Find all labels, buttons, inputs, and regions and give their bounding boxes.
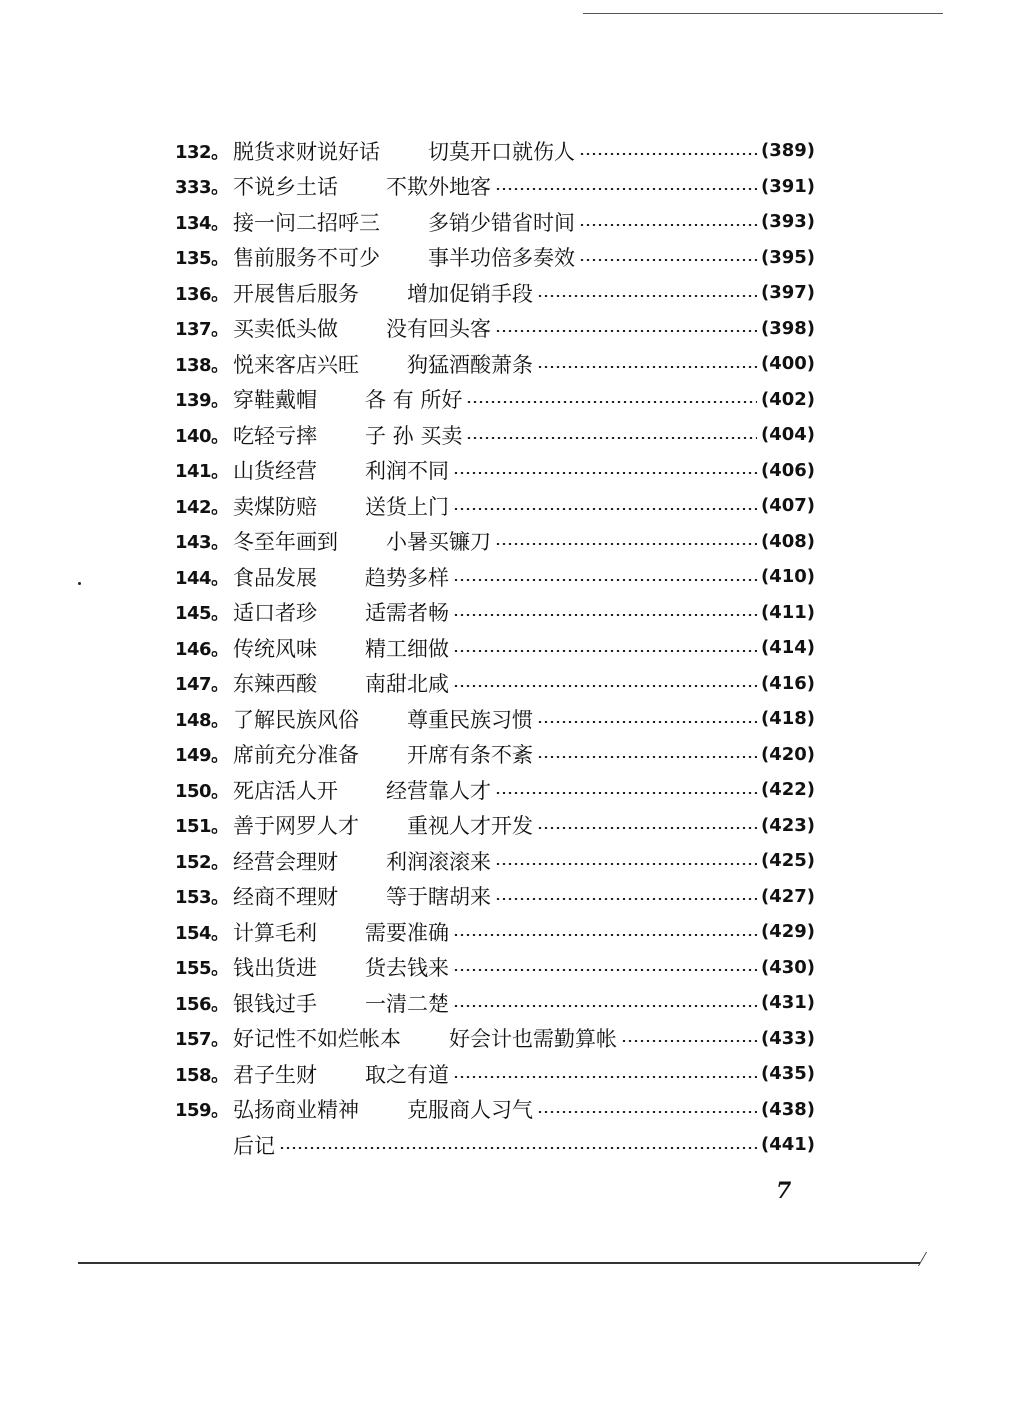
entry-number: 132。 bbox=[175, 141, 229, 163]
entry-title-first: 悦来客店兴旺 bbox=[233, 352, 359, 377]
toc-entry bbox=[175, 240, 815, 276]
entry-title-second: 增加促销手段 bbox=[407, 281, 533, 306]
entry-page: (391) bbox=[760, 175, 815, 197]
dot-leader bbox=[453, 614, 757, 616]
toc-entry bbox=[175, 133, 815, 169]
entry-title-first: 开展售后服务 bbox=[233, 281, 359, 306]
entry-title-second: 取之有道 bbox=[365, 1062, 449, 1087]
entry-page: (389) bbox=[760, 140, 815, 162]
entry-number: 134。 bbox=[175, 212, 229, 234]
toc-entry bbox=[175, 417, 815, 453]
entry-title-second: 尊重民族习惯 bbox=[407, 707, 533, 732]
entry-number: 136。 bbox=[175, 283, 229, 305]
entry-title-first: 穿鞋戴帽 bbox=[233, 388, 317, 413]
entry-title-second: 克服商人习气 bbox=[407, 1098, 533, 1123]
entry-page: (397) bbox=[760, 282, 815, 304]
toc-entry bbox=[175, 595, 815, 631]
entry-title-second: 利润滚滚来 bbox=[386, 849, 491, 874]
dot-leader bbox=[453, 508, 757, 510]
toc-entry bbox=[175, 311, 815, 347]
dot-leader bbox=[537, 827, 757, 829]
entry-number: 157。 bbox=[175, 1029, 229, 1051]
entry-title-first: 席前充分准备 bbox=[233, 743, 359, 768]
entry-page: (404) bbox=[760, 424, 815, 446]
entry-title-second: 一清二楚 bbox=[365, 991, 449, 1016]
page-number: 7 bbox=[776, 1178, 792, 1204]
toc-entry bbox=[175, 204, 815, 240]
dot-leader bbox=[453, 472, 757, 474]
toc-entry-afterword bbox=[175, 1127, 815, 1163]
entry-page: (418) bbox=[760, 708, 815, 730]
entry-title-second: 多销少错省时间 bbox=[428, 210, 575, 235]
entry-title-first: 食品发展 bbox=[233, 565, 317, 590]
entry-page: (395) bbox=[760, 246, 815, 268]
toc-entry bbox=[175, 488, 815, 524]
dot-leader bbox=[466, 401, 757, 403]
entry-title-second: 适需者畅 bbox=[365, 601, 449, 626]
entry-number: 149。 bbox=[175, 745, 229, 767]
table-of-contents bbox=[175, 133, 815, 1163]
entry-page: (425) bbox=[760, 850, 815, 872]
entry-number: 159。 bbox=[175, 1100, 229, 1122]
entry-title-second: 趋势多样 bbox=[365, 565, 449, 590]
dot-leader bbox=[495, 898, 757, 900]
entry-title-second: 经营靠人才 bbox=[386, 778, 491, 803]
toc-entry bbox=[175, 879, 815, 915]
entry-page: (414) bbox=[760, 637, 815, 659]
entry-page: (429) bbox=[760, 921, 815, 943]
entry-title-second: 南甜北咸 bbox=[365, 672, 449, 697]
entry-title-second: 小暑买镰刀 bbox=[386, 530, 491, 555]
entry-page: (416) bbox=[760, 672, 815, 694]
entry-page: (407) bbox=[760, 495, 815, 517]
dot-leader bbox=[495, 188, 757, 190]
entry-page: (400) bbox=[760, 353, 815, 375]
entry-title-first: 山货经营 bbox=[233, 459, 317, 484]
dot-leader bbox=[537, 366, 757, 368]
toc-entry bbox=[175, 737, 815, 773]
entry-number: 152。 bbox=[175, 851, 229, 873]
entry-page: (431) bbox=[760, 992, 815, 1014]
entry-title-first: 弘扬商业精神 bbox=[233, 1098, 359, 1123]
entry-page: (410) bbox=[760, 566, 815, 588]
entry-page: (420) bbox=[760, 743, 815, 765]
entry-number: 137。 bbox=[175, 319, 229, 341]
entry-number: 141。 bbox=[175, 461, 229, 483]
entry-title-first: 善于网罗人才 bbox=[233, 814, 359, 839]
toc-entry bbox=[175, 346, 815, 382]
entry-page: (422) bbox=[760, 779, 815, 801]
entry-title-first: 东辣西酸 bbox=[233, 672, 317, 697]
entry-title-first: 买卖低头做 bbox=[233, 317, 338, 342]
dot-leader bbox=[621, 1040, 757, 1042]
entry-number: 151。 bbox=[175, 816, 229, 838]
toc-entry bbox=[175, 701, 815, 737]
entry-number: 142。 bbox=[175, 496, 229, 518]
entry-title-first: 经商不理财 bbox=[233, 885, 338, 910]
entry-page: (438) bbox=[760, 1098, 815, 1120]
entry-page: (427) bbox=[760, 885, 815, 907]
toc-entry bbox=[175, 843, 815, 879]
toc-entry bbox=[175, 169, 815, 205]
entry-page: (402) bbox=[760, 388, 815, 410]
entry-title-first: 不说乡土话 bbox=[233, 175, 338, 200]
entry-title-first: 计算毛利 bbox=[233, 920, 317, 945]
toc-entry bbox=[175, 559, 815, 595]
entry-title-first: 适口者珍 bbox=[233, 601, 317, 626]
dot-leader bbox=[453, 579, 757, 581]
entry-number: 140。 bbox=[175, 425, 229, 447]
entry-page: (423) bbox=[760, 814, 815, 836]
entry-title-second: 事半功倍多奏效 bbox=[428, 246, 575, 271]
dot-leader bbox=[537, 756, 757, 758]
entry-title-second: 狗猛酒酸萧条 bbox=[407, 352, 533, 377]
entry-number: 135。 bbox=[175, 248, 229, 270]
toc-entry bbox=[175, 1092, 815, 1128]
toc-entry bbox=[175, 950, 815, 986]
entry-number: 153。 bbox=[175, 887, 229, 909]
entry-number: 138。 bbox=[175, 354, 229, 376]
stray-mark bbox=[78, 582, 81, 585]
entry-title-first: 君子生财 bbox=[233, 1062, 317, 1087]
entry-title-second: 需要准确 bbox=[365, 920, 449, 945]
entry-page: (430) bbox=[760, 956, 815, 978]
entry-title-second: 没有回头客 bbox=[386, 317, 491, 342]
dot-leader bbox=[537, 721, 757, 723]
entry-title-first: 银钱过手 bbox=[233, 991, 317, 1016]
dot-leader bbox=[579, 224, 757, 226]
dot-leader bbox=[453, 650, 757, 652]
toc-entry bbox=[175, 453, 815, 489]
dot-leader bbox=[453, 934, 757, 936]
entry-page: (408) bbox=[760, 530, 815, 552]
entry-title-second: 精工细做 bbox=[365, 636, 449, 661]
dot-leader bbox=[279, 1147, 757, 1149]
entry-number: 145。 bbox=[175, 603, 229, 625]
entry-number: 150。 bbox=[175, 780, 229, 802]
entry-title-first: 传统风味 bbox=[233, 636, 317, 661]
entry-number: 144。 bbox=[175, 567, 229, 589]
dot-leader bbox=[537, 1111, 757, 1113]
dot-leader bbox=[453, 1005, 757, 1007]
afterword-label: 后记 bbox=[233, 1133, 275, 1158]
entry-title-first: 脱货求财说好话 bbox=[233, 139, 380, 164]
entry-title-second: 货去钱来 bbox=[365, 956, 449, 981]
toc-entry bbox=[175, 772, 815, 808]
entry-title-first: 了解民族风俗 bbox=[233, 707, 359, 732]
toc-entry bbox=[175, 1021, 815, 1057]
entry-title-first: 接一问二招呼三 bbox=[233, 210, 380, 235]
top-rule bbox=[583, 13, 943, 14]
entry-page: (406) bbox=[760, 459, 815, 481]
entry-title-first: 卖煤防赔 bbox=[233, 494, 317, 519]
toc-entry bbox=[175, 1056, 815, 1092]
toc-entry bbox=[175, 666, 815, 702]
entry-number: 143。 bbox=[175, 532, 229, 554]
toc-entry bbox=[175, 985, 815, 1021]
entry-page: (435) bbox=[760, 1063, 815, 1085]
dot-leader bbox=[453, 969, 757, 971]
bottom-rule-tick bbox=[908, 1252, 927, 1266]
entry-title-first: 钱出货进 bbox=[233, 956, 317, 981]
bottom-rule bbox=[78, 1262, 920, 1264]
entry-number: 156。 bbox=[175, 993, 229, 1015]
toc-entry bbox=[175, 275, 815, 311]
entry-title-second: 切莫开口就伤人 bbox=[428, 139, 575, 164]
toc-entry bbox=[175, 808, 815, 844]
dot-leader bbox=[453, 1076, 757, 1078]
dot-leader bbox=[579, 153, 757, 155]
entry-title-second: 好会计也需勤算帐 bbox=[449, 1027, 617, 1052]
entry-page: (411) bbox=[760, 601, 815, 623]
entry-title-first: 冬至年画到 bbox=[233, 530, 338, 555]
dot-leader bbox=[466, 437, 757, 439]
entry-number: 146。 bbox=[175, 638, 229, 660]
entry-title-second: 送货上门 bbox=[365, 494, 449, 519]
entry-title-first: 售前服务不可少 bbox=[233, 246, 380, 271]
dot-leader bbox=[495, 330, 757, 332]
entry-page: (398) bbox=[760, 317, 815, 339]
entry-number: 333。 bbox=[175, 177, 229, 199]
dot-leader bbox=[495, 543, 757, 545]
dot-leader bbox=[537, 295, 757, 297]
afterword-page: (441) bbox=[760, 1134, 815, 1156]
entry-title-second: 等于瞎胡来 bbox=[386, 885, 491, 910]
dot-leader bbox=[453, 685, 757, 687]
toc-entry bbox=[175, 630, 815, 666]
entry-title-first: 死店活人开 bbox=[233, 778, 338, 803]
toc-entry bbox=[175, 524, 815, 560]
toc-entry bbox=[175, 382, 815, 418]
entry-number: 154。 bbox=[175, 922, 229, 944]
entry-page: (433) bbox=[760, 1027, 815, 1049]
entry-number: 155。 bbox=[175, 958, 229, 980]
entry-title-first: 好记性不如烂帐本 bbox=[233, 1027, 401, 1052]
entry-number: 147。 bbox=[175, 674, 229, 696]
entry-number: 139。 bbox=[175, 390, 229, 412]
entry-title-second: 子 孙 买卖 bbox=[365, 423, 463, 448]
entry-title-first: 经营会理财 bbox=[233, 849, 338, 874]
dot-leader bbox=[495, 792, 757, 794]
dot-leader bbox=[495, 863, 757, 865]
entry-page: (393) bbox=[760, 211, 815, 233]
entry-number: 148。 bbox=[175, 709, 229, 731]
entry-title-second: 各 有 所好 bbox=[365, 388, 463, 413]
entry-title-second: 不欺外地客 bbox=[386, 175, 491, 200]
entry-title-second: 重视人才开发 bbox=[407, 814, 533, 839]
toc-entry bbox=[175, 914, 815, 950]
entry-number: 158。 bbox=[175, 1064, 229, 1086]
entry-title-second: 开席有条不紊 bbox=[407, 743, 533, 768]
entry-title-first: 吃轻亏摔 bbox=[233, 423, 317, 448]
dot-leader bbox=[579, 259, 757, 261]
entry-title-second: 利润不同 bbox=[365, 459, 449, 484]
